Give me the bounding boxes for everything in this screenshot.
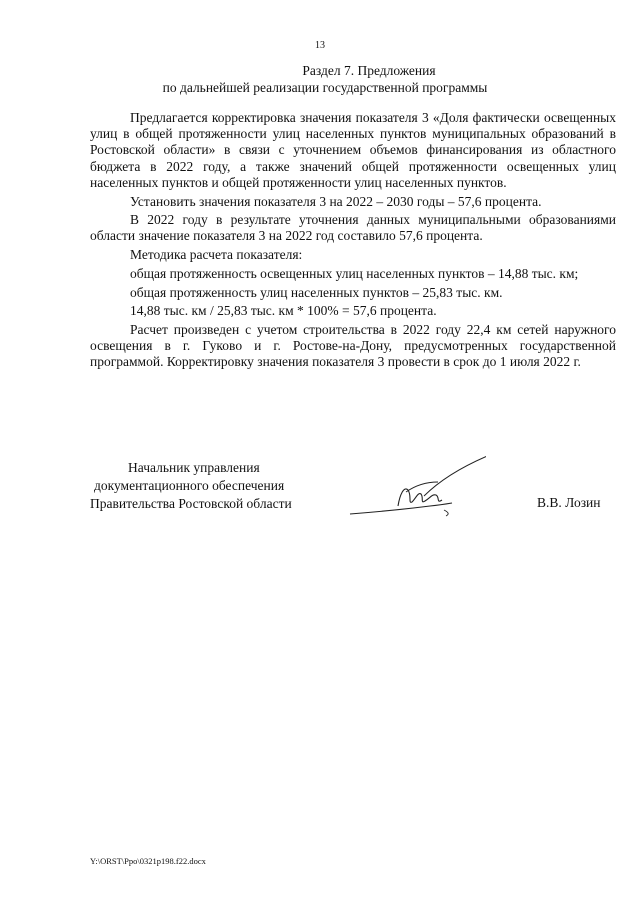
section-title: [0, 62, 640, 96]
paragraph-method-heading: Методика расчета показателя:: [130, 247, 303, 263]
signatory-title-line3: Правительства Ростовской области: [90, 496, 292, 511]
signatory-title: [90, 459, 292, 513]
paragraph-2022-result: В 2022 году в результате уточнения данных муниципальными образованиями области значение показателя 3 на 2022 год составило 57,6 процента.: [90, 212, 616, 244]
section-title-line2: по дальнейшей реализации государственной программы: [162, 80, 488, 95]
handwritten-signature: [346, 452, 486, 522]
section-title-line1: Раздел 7. Предложения: [302, 63, 436, 78]
paragraph-lit-streets: общая протяженность освещенных улиц населенных пунктов – 14,88 тыс. км;: [130, 265, 579, 281]
file-path: Y:\ORST\Ppo\0321p198.f22.docx: [90, 856, 206, 866]
paragraph-calculation-basis: Расчет произведен с учетом строительства в 2022 году 22,4 км сетей наружного освещения в г. Гуково и г. Ростове-на-Дону, предусмотренных государственной программой. Корректировку значения показателя 3 провести в срок до 1 июля 2022 г.: [90, 321, 616, 370]
paragraph-formula: 14,88 тыс. км / 25,83 тыс. км * 100% = 57,6 процента.: [130, 303, 437, 319]
paragraph-all-streets: общая протяженность улиц населенных пунктов – 25,83 тыс. км.: [130, 284, 503, 300]
page-number: 13: [315, 40, 325, 51]
document-body: [90, 110, 616, 373]
paragraph-correction-proposal: Предлагается корректировка значения показателя 3 «Доля фактически освещенных улиц в общей протяженности улиц населенных пунктов муниципальных образований в Ростовской области» в связи с уточнением объемов финансирования из областного бюджета в 2022 году, а также значений общей протяженности освещенных улиц населенных пунктов и общей протяженности улиц населенных пунктов.: [90, 110, 616, 190]
paragraph-set-values: Установить значения показателя 3 на 2022 – 2030 годы – 57,6 процента.: [130, 193, 542, 209]
signatory-title-line1: Начальник управления: [128, 460, 260, 475]
signer-name: В.В. Лозин: [537, 495, 601, 510]
signatory-title-line2: документационного обеспечения: [94, 478, 285, 493]
